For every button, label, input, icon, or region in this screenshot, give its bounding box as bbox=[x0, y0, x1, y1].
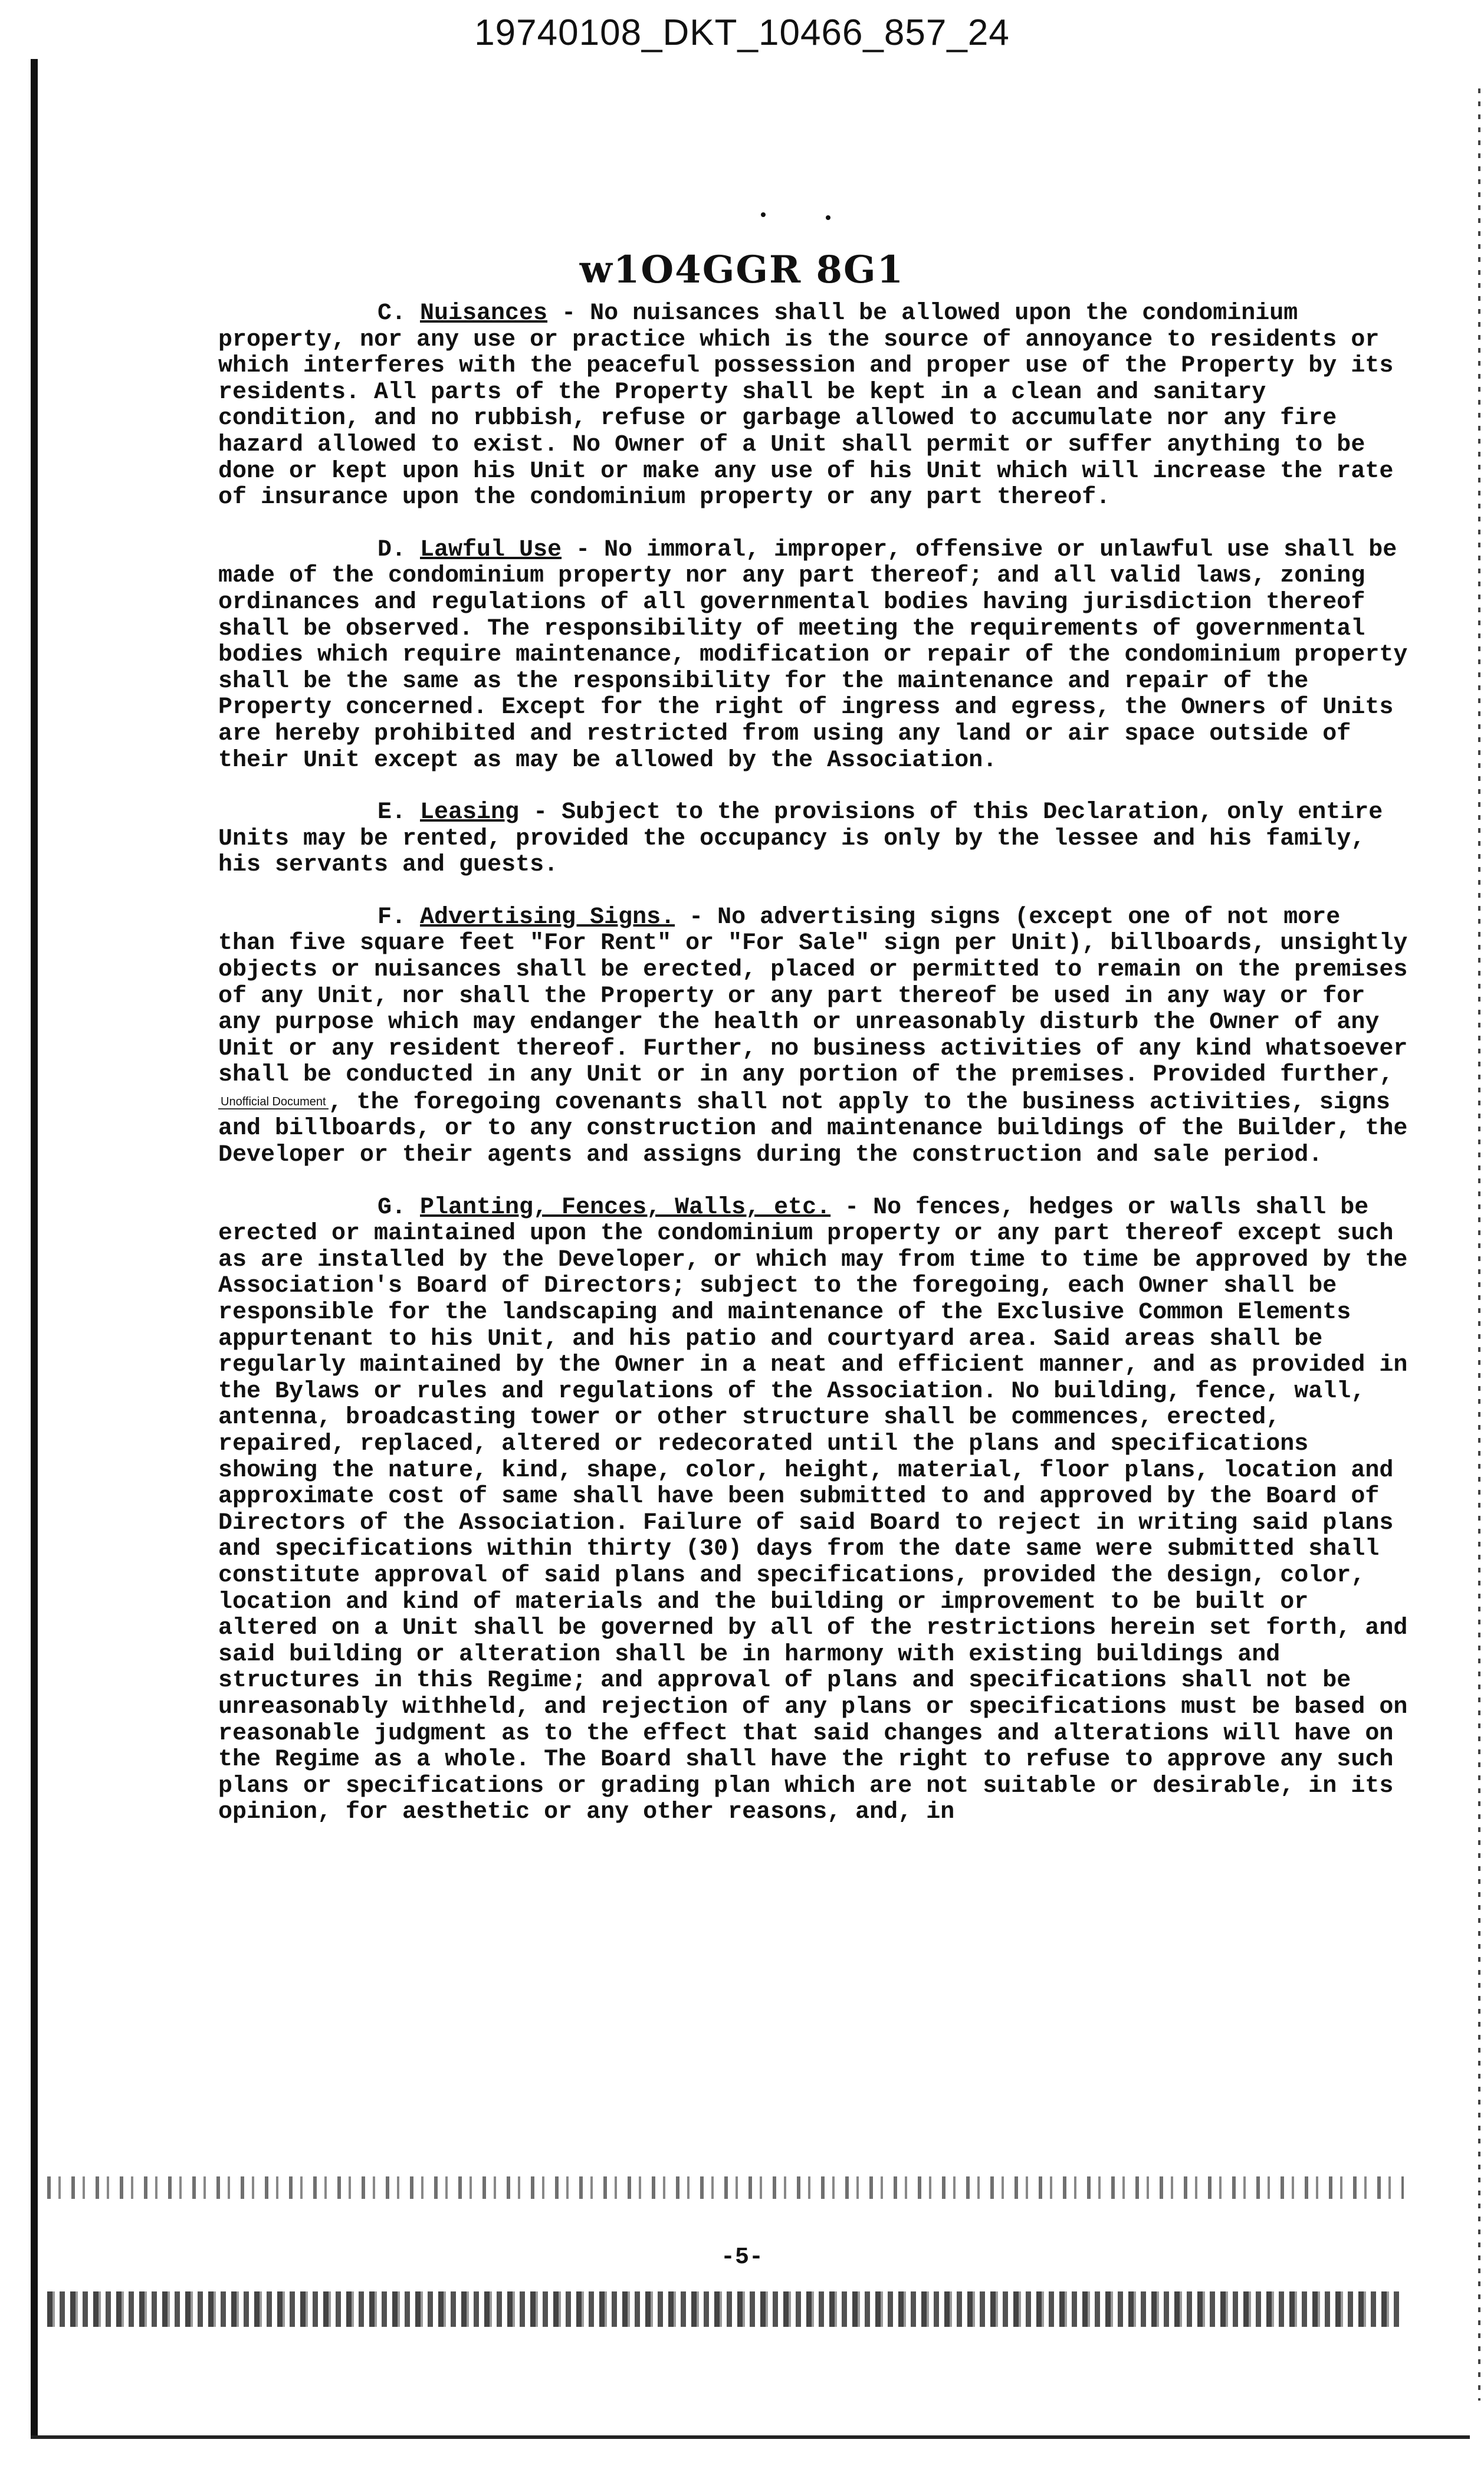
unofficial-document-stamp: Unofficial Document bbox=[218, 1095, 329, 1109]
section-text: - No nuisances shall be allowed upon the condominium property, nor any use or practice which is the source of annoyance to residents or which interferes with the peaceful possession and proper use of the Property by its residents. All parts of the Property shall be kept in a clean and sanitary condition, and no rubbish, refuse or garbage allowed to accumulate nor any fire hazard allowed to exist. No Owner of a Unit shall permit or suffer anything to be done or kept upon his Unit or make any use of his Unit which will increase the rate of insurance upon the condominium property or any part thereof. bbox=[218, 300, 1394, 511]
scan-border-bottom bbox=[31, 2435, 1470, 2439]
section-lawful-use bbox=[218, 537, 1410, 774]
section-label: E. bbox=[377, 799, 406, 826]
book-page-number: w1O4GGR 8G1 bbox=[579, 248, 905, 292]
document-id-header: 19740108_DKT_10466_857_24 bbox=[474, 12, 1010, 53]
scan-noise-band bbox=[47, 2291, 1404, 2327]
section-title: Nuisances bbox=[420, 300, 548, 327]
section-title: Lawful Use bbox=[420, 536, 562, 563]
section-text: - No advertising signs (except one of not more than five square feet "For Rent" or "For Sale" sign per Unit), billboards, unsightly objects or nuisances shall be erected, placed or permitted to remain on the premises of any Unit, nor shall the Property or any part thereof be used in any way or for any purpose which may endanger the health or unreasonably disturb the Owner of any Unit or any resident thereof. Further, no business activities of any kind whatsoever shall be conducted in any Unit or in any portion of the premises. Provided further, bbox=[218, 904, 1408, 1089]
section-title: Planting, Fences, Walls, etc. bbox=[420, 1194, 831, 1221]
section-title: Advertising Signs. bbox=[420, 904, 675, 931]
section-title: Leasing bbox=[420, 799, 520, 826]
scan-noise-band bbox=[47, 2176, 1404, 2199]
section-planting-fences-walls bbox=[218, 1195, 1410, 1826]
section-leasing bbox=[218, 800, 1410, 879]
section-text: - No immoral, improper, offensive or unlawful use shall be made of the condominium property nor any part thereof; and all valid laws, zoning ordinances and regulations of all governmental bodies having jurisdiction thereof shall be observed. The responsibility of meeting the requirements of governmental bodies which require maintenance, modification or repair of the condominium property shall be the same as the responsibility for the maintenance and repair of the Property concerned. Except for the right of ingress and egress, the Owners of Units are hereby prohibited and restricted from using any land or air space outside of their Unit except as may be allowed by the Association. bbox=[218, 536, 1408, 774]
section-nuisances bbox=[218, 301, 1410, 511]
section-label: C. bbox=[377, 300, 406, 327]
scan-speck bbox=[826, 215, 830, 220]
declaration-body bbox=[218, 301, 1410, 1852]
section-label: D. bbox=[377, 536, 406, 563]
section-label: F. bbox=[377, 904, 406, 931]
section-advertising-signs bbox=[218, 905, 1410, 1169]
section-text: - Subject to the provisions of this Declaration, only entire Units may be rented, provided the occupancy is only by the lessee and his family, his servants and guests. bbox=[218, 799, 1383, 879]
scan-speck bbox=[761, 212, 766, 217]
page-number: -5- bbox=[720, 2244, 764, 2271]
scan-border-left bbox=[31, 59, 38, 2436]
section-text: - No fences, hedges or walls shall be erected or maintained upon the condominium property or any part thereof except such as are installed by the Developer, or which may from time to time be approved by the Association's Board of Directors; subject to the foregoing, each Owner shall be responsible for the landscaping and maintenance of the Exclusive Common Elements appurtenant to his Unit, and his patio and courtyard area. Said areas shall be regularly maintained by the Owner in a neat and efficient manner, and as provided in the Bylaws or rules and regulations of the Association. No building, fence, wall, antenna, broadcasting tower or other structure shall be commences, erected, repaired, replaced, altered or redecorated until the plans and specifications showing the nature, kind, shape, color, height, material, floor plans, location and approximate cost of same shall have been submitted to and approved by the Board of Directors of the Association. Failure of said Board to reject in writing said plans and specifications within thirty (30) days from the date same were submitted shall constitute approval of said plans and specifications, provided the design, color, location and kind of materials and the building or improvement to be built or altered on a Unit shall be governed by all of the restrictions herein set forth, and said building or alteration shall be in harmony with existing buildings and structures in this Regime; and approval of plans and specifications shall not be unreasonably withheld, and rejection of any plans or specifications must be based on reasonable judgment as to the effect that said changes and alterations will have on the Regime as a whole. The Board shall have the right to refuse to approve any such plans or specifications or grading plan which are not suitable or desirable, in its opinion, for aesthetic or any other reasons, and, in bbox=[218, 1194, 1408, 1826]
section-text-continued: , the foregoing covenants shall not apply to the business activities, signs and billboards, or to any construction and maintenance buildings of the Builder, the Developer or their agents and assigns during the construction and sale period. bbox=[218, 1089, 1408, 1169]
section-label: G. bbox=[377, 1194, 406, 1221]
scan-border-right bbox=[1478, 88, 1480, 2401]
